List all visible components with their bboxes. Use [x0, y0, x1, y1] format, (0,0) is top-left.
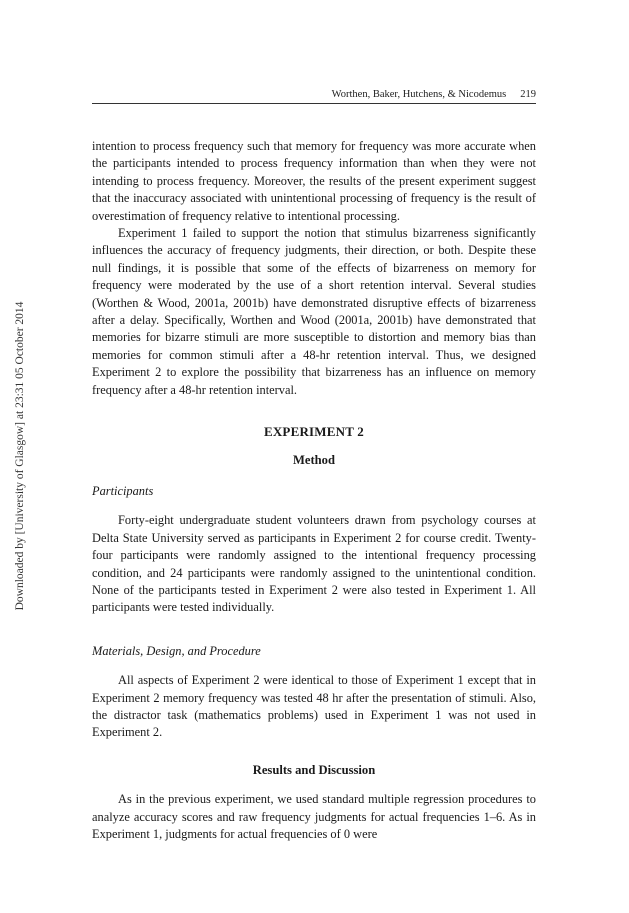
section-heading-results: Results and Discussion [252, 762, 376, 777]
download-watermark-text: Downloaded by [University of Glasgow] at 23:31 05 October 2014 [14, 301, 26, 611]
subheading-participants: Participants [92, 483, 154, 498]
running-head [92, 89, 536, 100]
header-rule [92, 103, 536, 104]
subheading-materials: Materials, Design, and Procedure [92, 643, 261, 658]
running-head-authors: Worthen, Baker, Hutchens, & Nicodemus [331, 89, 507, 100]
paragraph-materials: All aspects of Experiment 2 were identical to those of Experiment 1 except that in Experiment 2 memory frequency was tested 48 hr after the presentation of stimuli. Also, the distractor task (mathematics problems) used in Experiment 1 was not used in Experiment 2. [92, 673, 536, 740]
paragraph-participants: Forty-eight undergraduate student volunteers drawn from psychology courses at Delta State University served as participants in Experiment 2 for course credit. Twenty-four participants were randomly assigned to the intentional frequency processing condition, and 24 participants were randomly assigned to the unintentional condition. None of the participants tested in Experiment 2 were also tested in Experiment 1. All participants were tested individually. [92, 513, 536, 615]
section-heading-method: Method [293, 452, 335, 467]
page-body [92, 138, 536, 843]
paragraph-intro: intention to process frequency such that memory for frequency was more accurate when the participants intended to process frequency information than when they were not intending to process frequency. Moreover, the results of the present experiment suggest that the inaccuracy associated with unintentional processing of frequency is the result of overestimation of frequency relative to intentional processing. [92, 139, 536, 223]
paragraph-experiment-rationale: Experiment 1 failed to support the notion that stimulus bizarreness significantly influences the accuracy of frequency judgments, their direction, or both. Despite these null findings, it is possible that some of the effects of bizarreness on memory for frequency were moderated by the use of a short retention interval. Several studies (Worthen & Wood, 2001a, 2001b) have demonstrated disruptive effects of bizarreness after a delay. Specifically, Worthen and Wood (2001a, 2001b) have demonstrated that memories for bizarre stimuli are more susceptible to distortion and memory bias than memories for common stimuli after a 48-hr retention interval. Thus, we designed Experiment 2 to explore the possibility that bizarreness has an influence on memory frequency after a 48-hr retention interval. [92, 226, 536, 397]
paragraph-results: As in the previous experiment, we used standard multiple regression procedures to analyze accuracy scores and raw frequency judgments for actual frequencies 1–6. As in Experiment 1, judgments for actual frequencies of 0 were [92, 792, 536, 841]
section-heading-experiment-2: EXPERIMENT 2 [263, 424, 365, 440]
page-number: 219 [520, 89, 536, 100]
